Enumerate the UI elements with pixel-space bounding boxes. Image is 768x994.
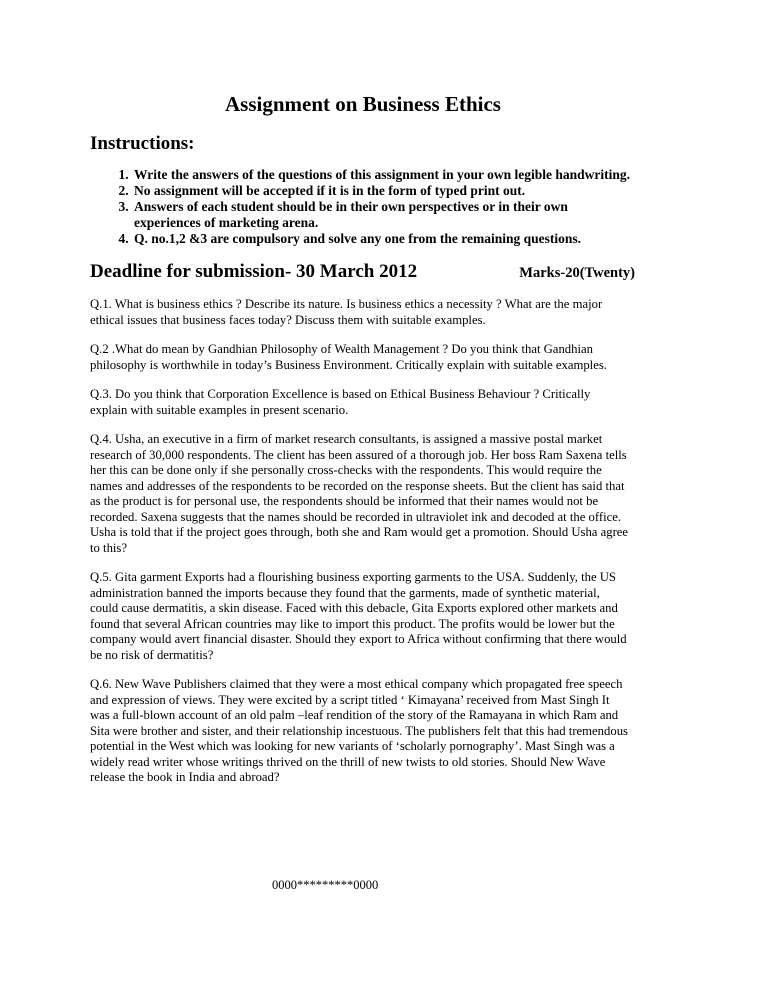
deadline-row: [90, 261, 635, 283]
instruction-item: 4. Q. no.1,2 &3 are compulsory and solve any one from the remaining questions.: [132, 231, 632, 247]
instructions-heading: Instructions:: [90, 133, 195, 154]
deadline-text: Deadline for submission- 30 March 2012: [90, 261, 418, 282]
footer-divider: 0000*********0000: [272, 878, 379, 892]
instruction-item: 1. Write the answers of the questions of this assignment in your own legible handwriting.: [132, 167, 632, 183]
instruction-item: 2. No assignment will be accepted if it is in the form of typed print out.: [132, 183, 632, 199]
question-6: Q.6. New Wave Publishers claimed that they were a most ethical company which propagated free speech and expression of views. They were excited by a script titled ‘ Kimayana’ received from Mast Singh It was a full-blown account of an old palm –leaf rendition of the story of the Ramayana in which Ram and Sita were brother and sister, and their relationship incestuous. The publishers felt that this had tremendous potential in the West which was looking for new variants of ‘scholarly pornography’. Mast Singh was a widely read writer whose writings thrived on the thrill of new twists to old stories. Should New Wave release the book in India and abroad?: [90, 677, 628, 784]
question-5: Q.5. Gita garment Exports had a flourishing business exporting garments to the USA. Suddenly, the US administration banned the imports because they found that the garments, made of synthetic material, could cause dermatitis, a skin disease. Faced with this debacle, Gita Exports explored other markets and found that several African countries may like to import this product. The profits would be lower but the company would avert financial disaster. Should they export to Africa without confirming that there would be no risk of dermatitis?: [90, 570, 627, 662]
question-1: Q.1. What is business ethics ? Describe its nature. Is business ethics a necessity ? What are the major ethical issues that business faces today? Discuss them with suitable examples.: [90, 297, 603, 327]
instruction-item: 3. Answers of each student should be in their own perspectives or in their own experiences of marketing arena.: [132, 199, 632, 231]
question-4: Q.4. Usha, an executive in a firm of market research consultants, is assigned a massive postal market research of 30,000 respondents. The client has been assured of a thorough job. Her boss Ram Saxena tells her this can be done only if she personally cross-checks with the respondents. This would require the names and addresses of the respondents to be recorded on the response sheets. But the client has said that as the product is for personal use, the respondents should be informed that their names would not be recorded. Saxena suggests that the names should be recorded in ultraviolet ink and decoded at the office. Usha is told that if the project goes through, both she and Ram would get a promotion. Should Usha agree to this?: [90, 432, 629, 555]
question-3: Q.3. Do you think that Corporation Excellence is based on Ethical Business Behaviour ? Critically explain with suitable examples in present scenario.: [90, 387, 591, 417]
marks-text: Marks-20(Twenty): [519, 265, 635, 281]
question-2: Q.2 .What do mean by Gandhian Philosophy of Wealth Management ? Do you think that Gandhian philosophy is worthwhile in today’s Business Environment. Critically explain with suitable examples.: [90, 342, 607, 372]
instructions-list: [90, 167, 632, 247]
document-title: Assignment on Business Ethics: [225, 92, 501, 116]
